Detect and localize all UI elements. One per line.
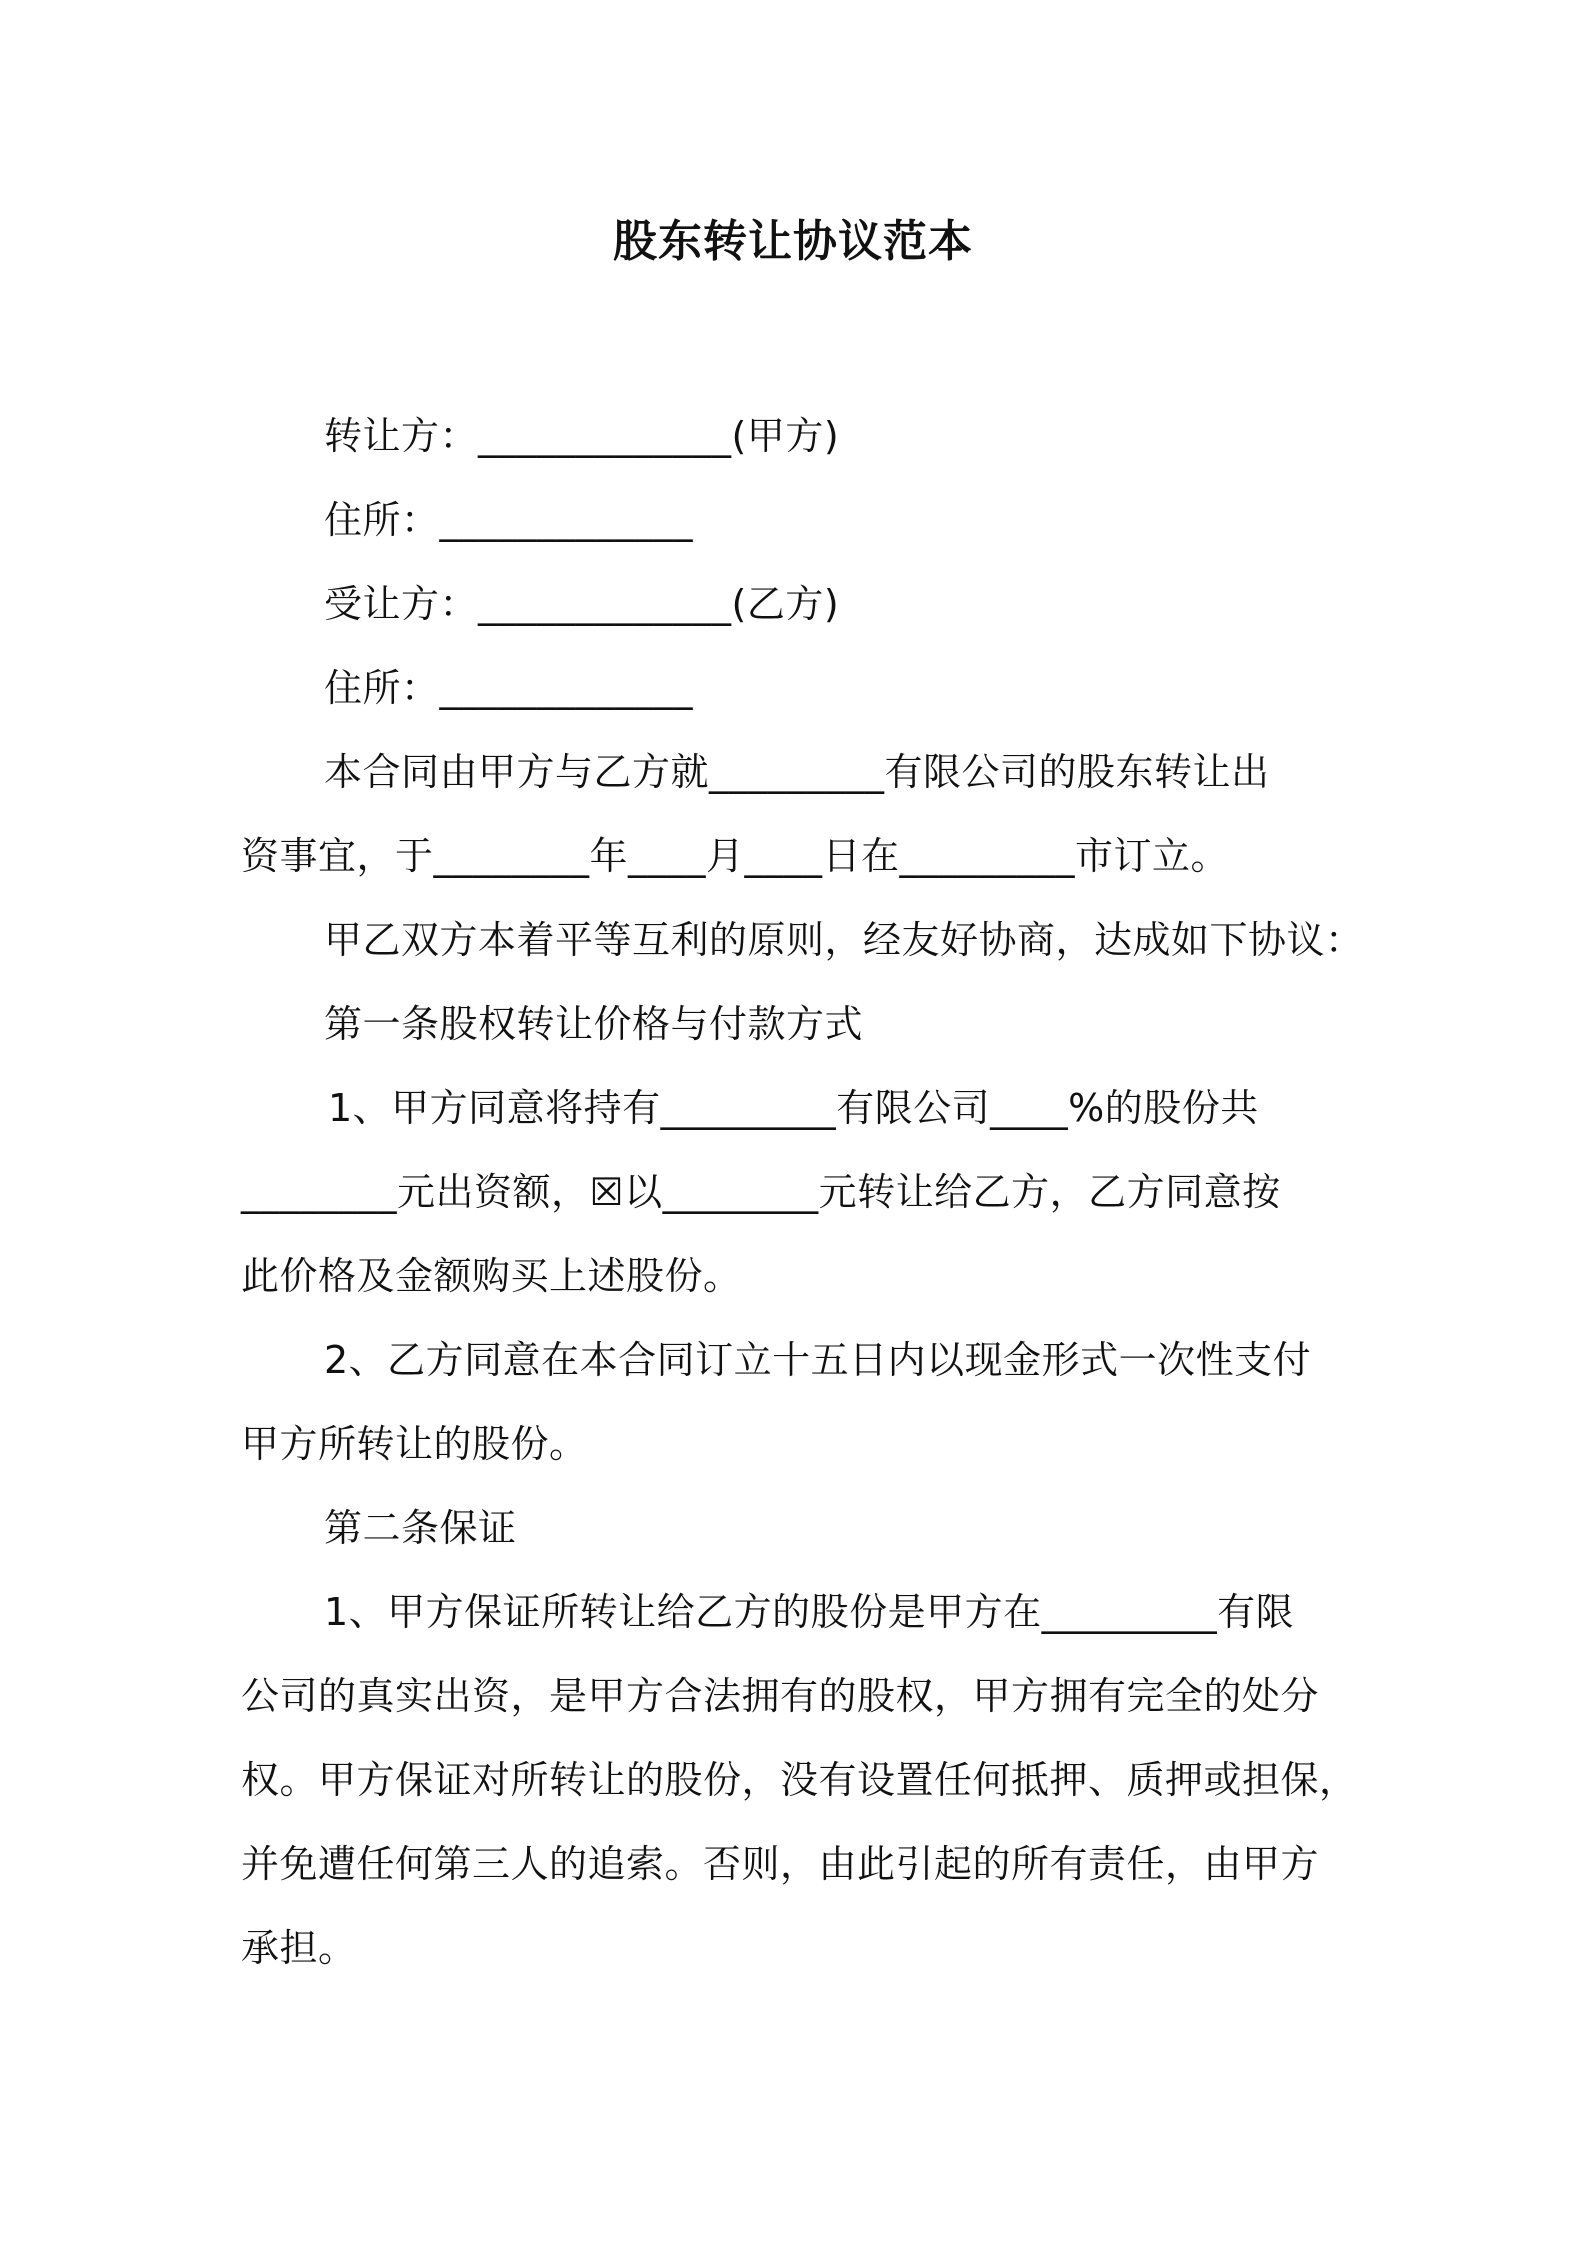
transferor-line: 转让方：_____________(甲方) — [324, 414, 840, 458]
clause-line: 2、乙方同意在本合同订立十五日内以现金形式一次性支付 — [324, 1338, 1312, 1382]
clause-line: 并免遭任何第三人的追索。否则，由此引起的所有责任，由甲方 — [241, 1842, 1320, 1886]
transferor-address-line: 住所：_____________ — [324, 498, 694, 542]
paragraph-line: 本合同由甲方与乙方就_________有限公司的股东转让出 — [324, 750, 1270, 794]
clause-line: 此价格及金额购买上述股份。 — [241, 1254, 742, 1298]
clause-line: 权。甲方保证对所转让的股份，没有设置任何抵押、质押或担保， — [241, 1758, 1358, 1802]
clause-line: ________元出资额，☒以________元转让给乙方，乙方同意按 — [241, 1170, 1281, 1214]
clause-line: 公司的真实出资，是甲方合法拥有的股权，甲方拥有完全的处分 — [241, 1674, 1320, 1718]
paragraph-line: 资事宜，于________年____月____日在_________市订立。 — [241, 834, 1230, 878]
clause-line: 1、甲方保证所转让给乙方的股份是甲方在_________有限 — [324, 1590, 1295, 1634]
clause-line: 承担。 — [241, 1926, 357, 1970]
transferee-address-line: 住所：_____________ — [324, 666, 694, 710]
clause-line: 甲方所转让的股份。 — [241, 1422, 588, 1466]
article-heading: 第二条保证 — [324, 1506, 517, 1550]
clause-line: 1、甲方同意将持有_________有限公司____%的股份共 — [328, 1086, 1259, 1130]
transferee-line: 受让方：_____________(乙方) — [324, 582, 840, 626]
document-title: 股东转让协议范本 — [613, 216, 973, 267]
paragraph-line: 甲乙双方本着平等互利的原则，经友好协商，达成如下协议： — [324, 918, 1364, 962]
article-heading: 第一条股权转让价格与付款方式 — [324, 1002, 864, 1046]
